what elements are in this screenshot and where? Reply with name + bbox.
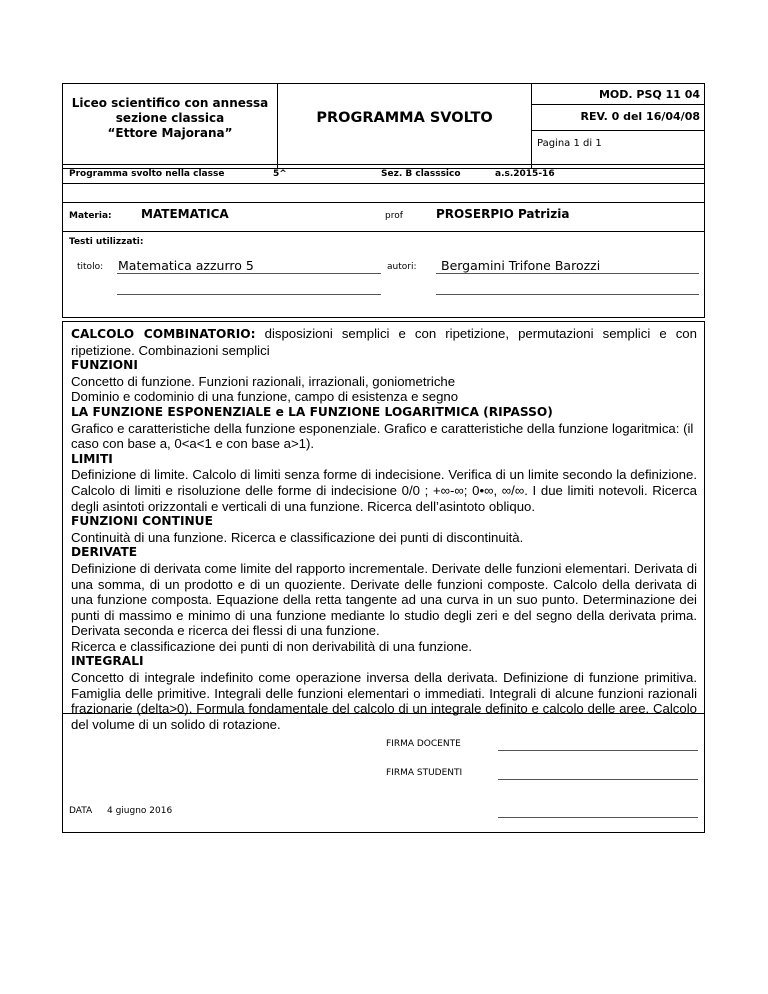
section-text: Concetto di funzione. Funzioni razionali, irrazionali, goniometriche [71, 373, 456, 389]
firma-studenti-line-2[interactable] [498, 817, 698, 818]
section-heading: INTEGRALI [71, 654, 144, 669]
school-name [63, 96, 277, 141]
school-name-line3: “Ettore Majorana” [107, 126, 233, 140]
section-heading: LIMITI [71, 451, 113, 466]
testi-table [62, 231, 705, 318]
section-heading: CALCOLO COMBINATORIO: [71, 327, 256, 341]
autori-underline-2 [436, 294, 699, 295]
section-heading: LA FUNZIONE ESPONENZIALE e LA FUNZIONE LOGARITMICA (RIPASSO) [71, 404, 553, 419]
mod-code: MOD. PSQ 11 04 [598, 88, 700, 101]
section-heading: FUNZIONI CONTINUE [71, 514, 213, 529]
programma-content [71, 326, 697, 732]
autori-value: Bergamini Trifone Barozzi [441, 258, 601, 273]
section-text: Ricerca e classificazione dei punti di non derivabilità di una funzione. [71, 638, 472, 654]
section-text: Definizione di derivata come limite del rapporto incrementale. Derivate delle funzioni elementari. Derivata di una somma, di un prodotto e di un quoziente. Derivate delle funzioni composte. Calcolo della derivata di una funzione composta. Equazione della retta tangente ad una curva in un suo punto. Determinazione dei punti di massimo e minimo di una funzione mediante lo studio degli zeri e del segno della derivata prima. Derivata seconda e ricerca dei flessi di una funzione. [71, 560, 697, 639]
section-text: Continuità di una funzione. Ricerca e classificazione dei punti di discontinuità. [71, 529, 524, 545]
header-row-line-2 [531, 130, 705, 131]
section-text: disposizioni semplici e con ripetizione, permutazioni semplici e con ripetizione. Combinazioni semplici [71, 326, 697, 358]
section-heading: DERIVATE [71, 545, 138, 560]
header-divider-1 [277, 83, 278, 169]
school-name-line1: Liceo scientifico con annessa [71, 96, 269, 110]
section-heading: FUNZIONI [71, 358, 138, 373]
section-text: Definizione di limite. Calcolo di limiti senza forme di indecisione. Verifica di un limite secondo la definizione. Calcolo di limiti e risoluzione delle forme di indecisione 0/0 ; +∞-∞; 0•∞, ∞/∞. I due limiti notevoli. Ricerca degli asintoti orizzontali e verticali di una funzione. Ricerca dell’asintoto obliquo. [71, 467, 697, 514]
header-row-line-1 [531, 104, 705, 105]
classe-value: 5^ [273, 169, 287, 179]
info-row-line-2 [62, 202, 705, 203]
titolo-underline-2 [117, 294, 381, 295]
section-text: Dominio e codominio di una funzione, campo di esistenza e segno [71, 389, 459, 405]
titolo-value: Matematica azzurro 5 [118, 258, 254, 273]
prof-label: prof [385, 211, 403, 221]
section-text: Grafico e caratteristiche della funzione esponenziale. Grafico e caratteristiche della funzione logaritmica: (il caso con base a, 0<a<1 e con base a>1). [71, 420, 694, 452]
firma-studenti-line-1[interactable] [498, 779, 698, 780]
school-name-line2: sezione classica [115, 111, 225, 125]
firma-studenti-label: FIRMA STUDENTI [386, 768, 463, 778]
revision: REV. 0 del 16/04/08 [580, 110, 700, 123]
sezione: Sez. B classsico [381, 169, 461, 179]
page-number: Pagina 1 di 1 [537, 138, 602, 149]
firma-docente-label: FIRMA DOCENTE [386, 739, 461, 749]
autori-underline-1 [436, 273, 699, 274]
prof-value: PROSERPIO Patrizia [436, 207, 570, 221]
materia-label: Materia: [69, 211, 112, 221]
materia-value: MATEMATICA [141, 207, 229, 221]
anno-scolastico: a.s.2015-16 [495, 169, 555, 179]
data-value: 4 giugno 2016 [107, 806, 173, 816]
autori-label: autori: [387, 262, 417, 272]
titolo-underline-1 [117, 273, 381, 274]
firma-docente-line[interactable] [498, 750, 698, 751]
section-calcolo-combinatorio [71, 326, 697, 358]
doc-title: PROGRAMMA SVOLTO [316, 110, 493, 126]
data-label: DATA [69, 806, 93, 816]
section-text: Concetto di integrale indefinito come operazione inversa della derivata. Definizione di funzione primitiva. Famiglia delle primitive. Integrali delle funzioni elementari o immediati. Integrali di alcune funzioni razionali frazionarie (delta>0). Formula fondamentale del calcolo di un integrale definito e calcolo delle aree. Calcolo del volume di un solido di rotazione. [71, 670, 697, 732]
info-row-line-1 [62, 183, 705, 184]
classe-label: Programma svolto nella classe [69, 169, 225, 179]
testi-label: Testi utilizzati: [69, 237, 144, 247]
titolo-label: titolo: [77, 262, 104, 272]
